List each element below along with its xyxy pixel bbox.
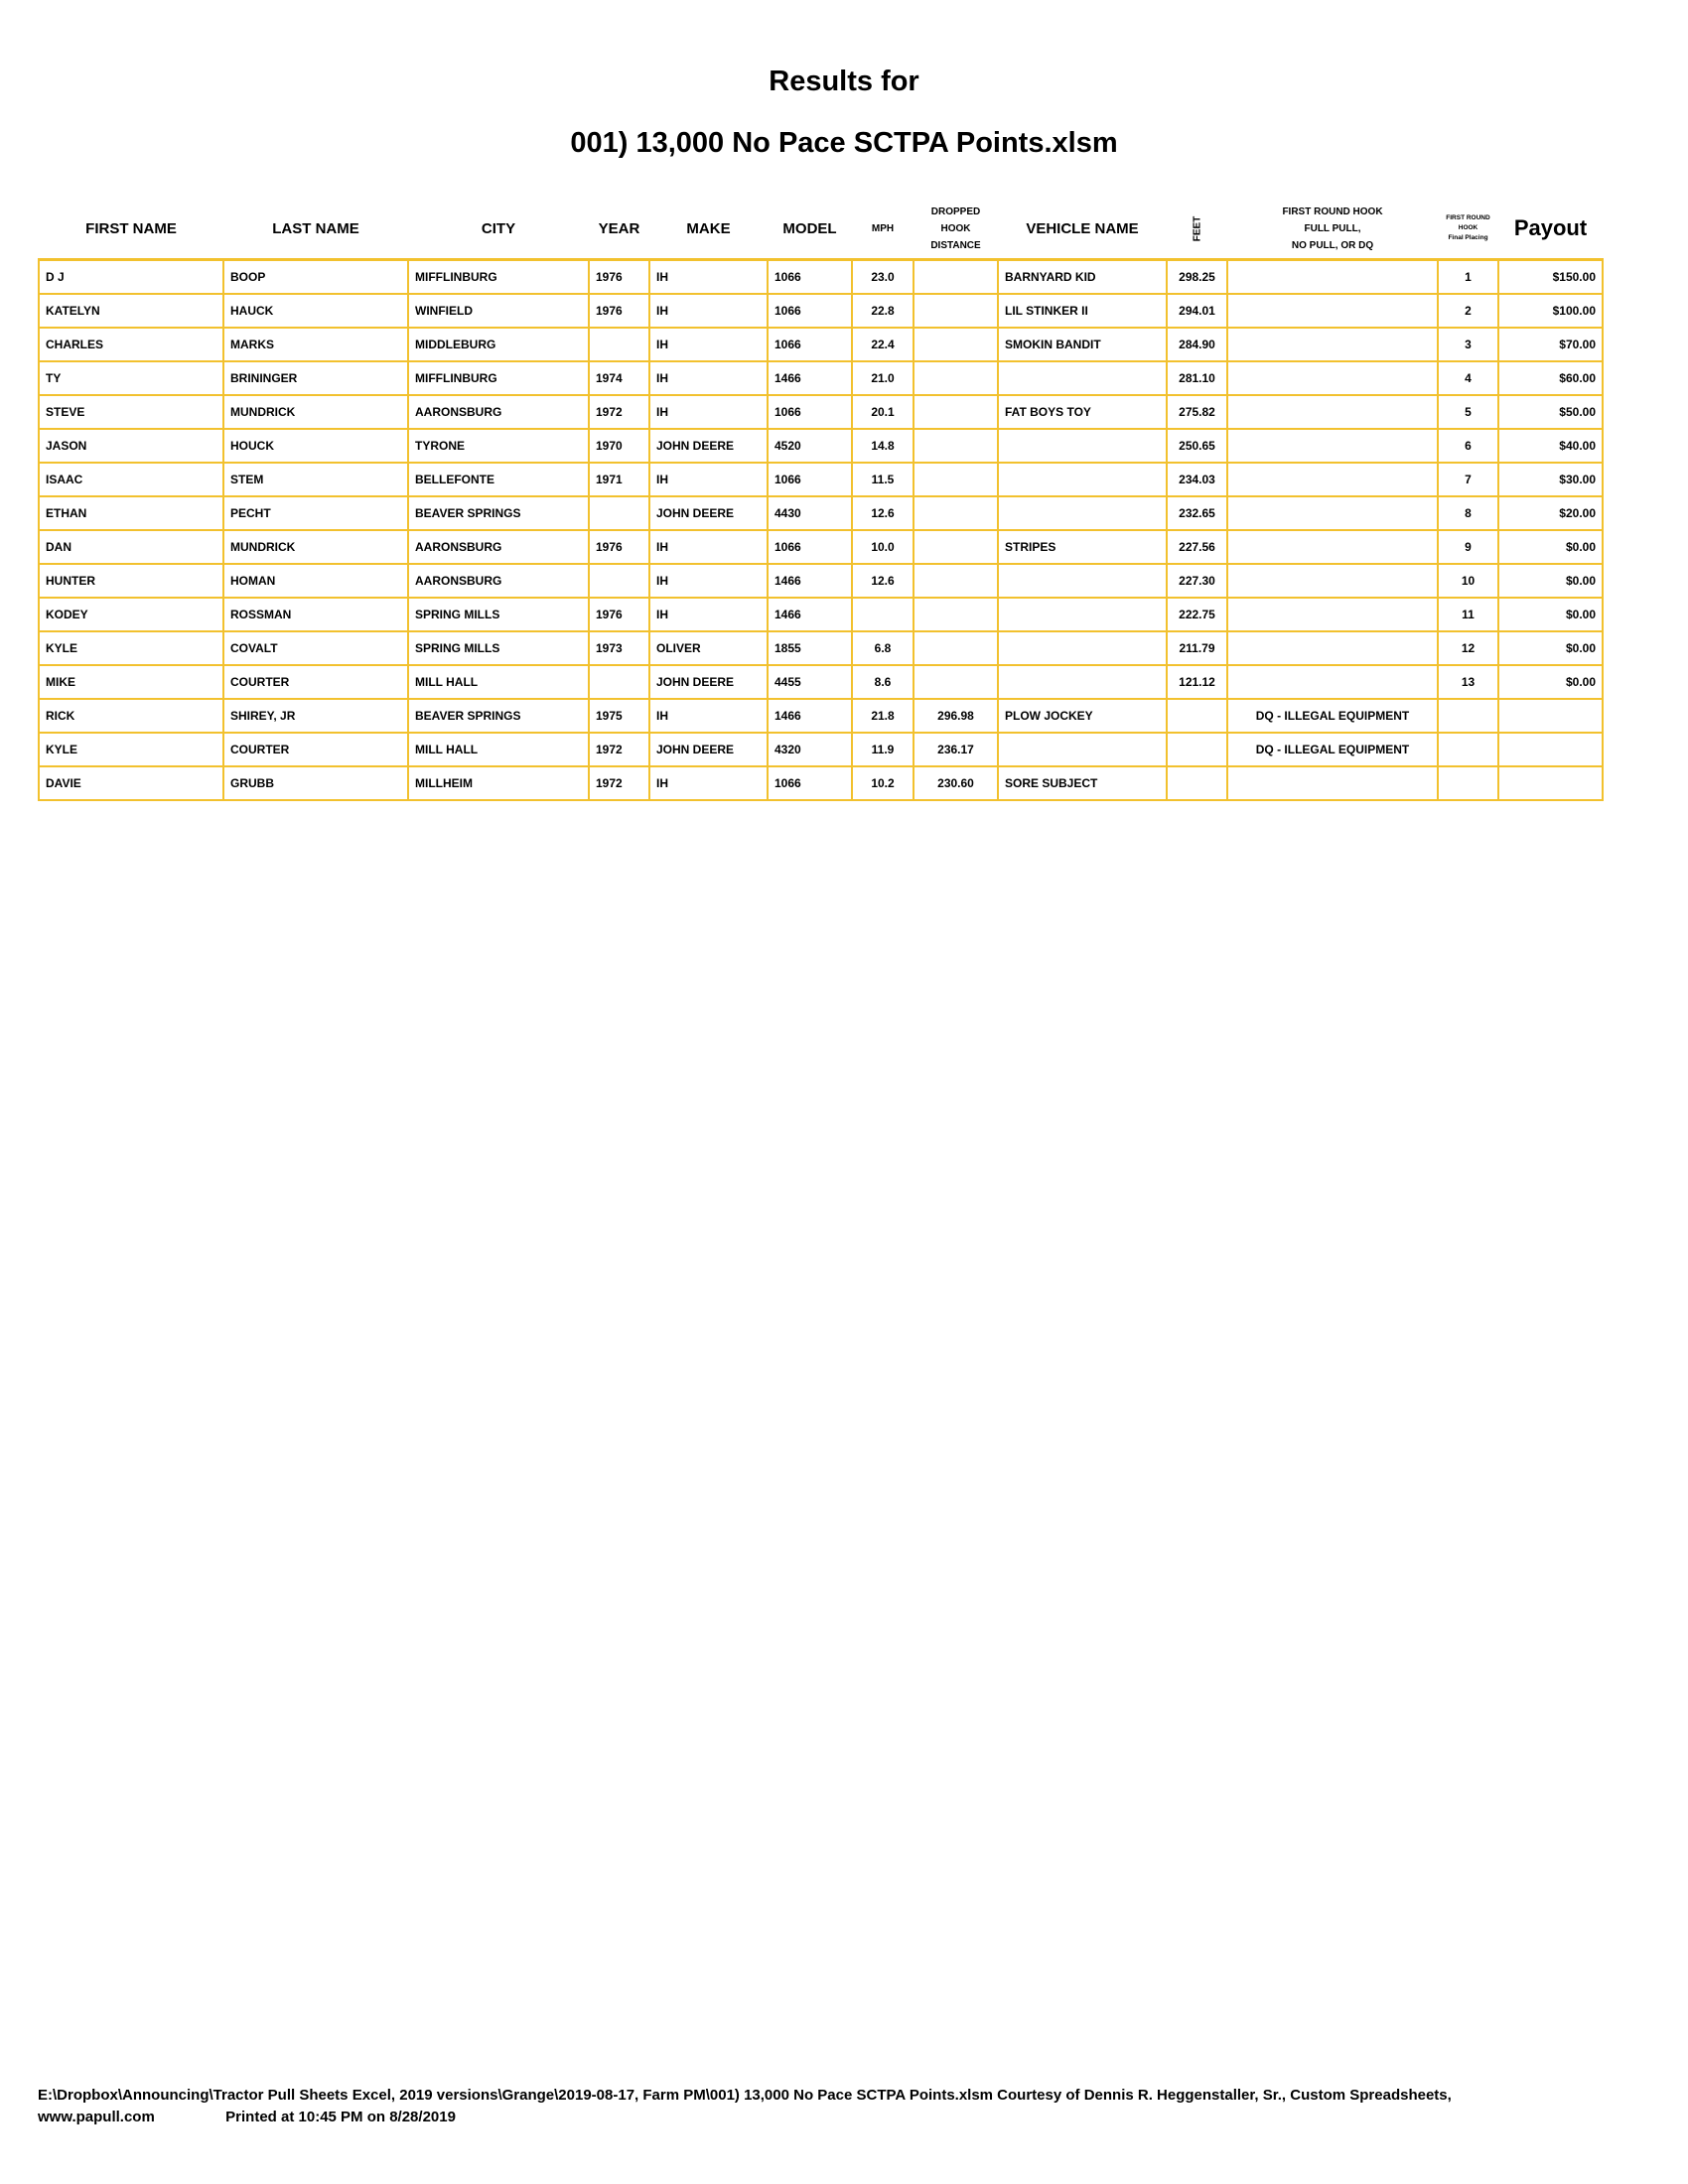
- table-row: [39, 631, 1603, 665]
- cell-vehicle-name: [998, 496, 1167, 530]
- cell-make: IH: [649, 699, 768, 733]
- cell-first-round-hook: [1227, 361, 1438, 395]
- cell-first-name: KATELYN: [39, 294, 223, 328]
- header-last-name: LAST NAME: [272, 219, 359, 237]
- header-final-placing: FIRST ROUND HOOK Final Placing: [1446, 214, 1490, 241]
- cell-feet: 227.56: [1167, 530, 1227, 564]
- page-subtitle: 001) 13,000 No Pace SCTPA Points.xlsm: [570, 127, 1118, 159]
- cell-first-name: DAN: [39, 530, 223, 564]
- cell-make: JOHN DEERE: [649, 665, 768, 699]
- cell-dropped-hook-distance: 296.98: [914, 699, 998, 733]
- cell-mph: 22.4: [852, 328, 914, 361]
- cell-last-name: GRUBB: [223, 766, 408, 800]
- cell-feet: 234.03: [1167, 463, 1227, 496]
- cell-model: 1466: [768, 699, 852, 733]
- cell-vehicle-name: PLOW JOCKEY: [998, 699, 1167, 733]
- cell-final-placing: 2: [1438, 294, 1498, 328]
- cell-first-name: JASON: [39, 429, 223, 463]
- cell-payout: $0.00: [1498, 665, 1603, 699]
- cell-first-name: CHARLES: [39, 328, 223, 361]
- cell-final-placing: 6: [1438, 429, 1498, 463]
- cell-last-name: STEM: [223, 463, 408, 496]
- cell-first-name: ETHAN: [39, 496, 223, 530]
- cell-city: TYRONE: [408, 429, 589, 463]
- cell-first-name: HUNTER: [39, 564, 223, 598]
- cell-feet: 284.90: [1167, 328, 1227, 361]
- cell-year: 1972: [589, 733, 649, 766]
- cell-first-round-hook: DQ - ILLEGAL EQUIPMENT: [1227, 733, 1438, 766]
- cell-city: MILL HALL: [408, 733, 589, 766]
- cell-first-name: D J: [39, 260, 223, 295]
- cell-dropped-hook-distance: [914, 260, 998, 295]
- cell-first-round-hook: [1227, 294, 1438, 328]
- cell-year: 1976: [589, 598, 649, 631]
- cell-make: IH: [649, 395, 768, 429]
- cell-mph: [852, 598, 914, 631]
- cell-model: 1855: [768, 631, 852, 665]
- cell-mph: 11.9: [852, 733, 914, 766]
- cell-last-name: MUNDRICK: [223, 530, 408, 564]
- cell-city: SPRING MILLS: [408, 631, 589, 665]
- cell-make: IH: [649, 328, 768, 361]
- cell-first-round-hook: [1227, 665, 1438, 699]
- cell-make: JOHN DEERE: [649, 496, 768, 530]
- cell-city: SPRING MILLS: [408, 598, 589, 631]
- cell-dropped-hook-distance: [914, 294, 998, 328]
- cell-dropped-hook-distance: [914, 429, 998, 463]
- cell-model: 1466: [768, 564, 852, 598]
- cell-make: IH: [649, 294, 768, 328]
- cell-dropped-hook-distance: [914, 463, 998, 496]
- cell-final-placing: [1438, 733, 1498, 766]
- cell-city: AARONSBURG: [408, 395, 589, 429]
- cell-model: 4320: [768, 733, 852, 766]
- cell-last-name: HOMAN: [223, 564, 408, 598]
- header-year: YEAR: [598, 219, 640, 237]
- cell-vehicle-name: [998, 598, 1167, 631]
- cell-last-name: BOOP: [223, 260, 408, 295]
- cell-model: 1066: [768, 294, 852, 328]
- header-first-round-hook: FIRST ROUND HOOK FULL PULL, NO PULL, OR DQ: [1282, 205, 1383, 251]
- cell-model: 1066: [768, 530, 852, 564]
- cell-final-placing: 8: [1438, 496, 1498, 530]
- cell-last-name: HOUCK: [223, 429, 408, 463]
- cell-first-name: TY: [39, 361, 223, 395]
- cell-vehicle-name: LIL STINKER II: [998, 294, 1167, 328]
- cell-model: 1066: [768, 328, 852, 361]
- table-row: [39, 530, 1603, 564]
- table-row: [39, 294, 1603, 328]
- cell-dropped-hook-distance: [914, 665, 998, 699]
- cell-vehicle-name: SMOKIN BANDIT: [998, 328, 1167, 361]
- cell-last-name: COVALT: [223, 631, 408, 665]
- cell-final-placing: 9: [1438, 530, 1498, 564]
- cell-city: WINFIELD: [408, 294, 589, 328]
- table-row: [39, 429, 1603, 463]
- cell-year: 1976: [589, 294, 649, 328]
- cell-year: [589, 328, 649, 361]
- cell-model: 1466: [768, 598, 852, 631]
- cell-vehicle-name: [998, 631, 1167, 665]
- cell-feet: 250.65: [1167, 429, 1227, 463]
- cell-model: 4520: [768, 429, 852, 463]
- table-row: [39, 463, 1603, 496]
- cell-final-placing: 5: [1438, 395, 1498, 429]
- cell-vehicle-name: [998, 665, 1167, 699]
- cell-final-placing: [1438, 766, 1498, 800]
- cell-vehicle-name: [998, 733, 1167, 766]
- header-vehicle-name: VEHICLE NAME: [1026, 219, 1139, 237]
- cell-feet: [1167, 733, 1227, 766]
- cell-payout: $0.00: [1498, 631, 1603, 665]
- cell-model: 1066: [768, 766, 852, 800]
- cell-mph: 20.1: [852, 395, 914, 429]
- cell-model: 4455: [768, 665, 852, 699]
- cell-final-placing: 12: [1438, 631, 1498, 665]
- cell-dropped-hook-distance: [914, 361, 998, 395]
- cell-mph: 10.2: [852, 766, 914, 800]
- cell-feet: 222.75: [1167, 598, 1227, 631]
- cell-make: IH: [649, 361, 768, 395]
- cell-payout: $40.00: [1498, 429, 1603, 463]
- cell-mph: 14.8: [852, 429, 914, 463]
- cell-year: 1970: [589, 429, 649, 463]
- cell-dropped-hook-distance: 230.60: [914, 766, 998, 800]
- footer-line2: [38, 2107, 1656, 2128]
- cell-model: 1066: [768, 260, 852, 295]
- cell-year: [589, 496, 649, 530]
- table-row: [39, 564, 1603, 598]
- cell-year: [589, 665, 649, 699]
- cell-payout: $0.00: [1498, 598, 1603, 631]
- cell-feet: 281.10: [1167, 361, 1227, 395]
- cell-vehicle-name: [998, 429, 1167, 463]
- cell-payout: $0.00: [1498, 564, 1603, 598]
- cell-make: JOHN DEERE: [649, 429, 768, 463]
- cell-vehicle-name: SORE SUBJECT: [998, 766, 1167, 800]
- cell-payout: $60.00: [1498, 361, 1603, 395]
- cell-first-round-hook: [1227, 631, 1438, 665]
- header-row: [39, 199, 1603, 260]
- cell-first-name: DAVIE: [39, 766, 223, 800]
- cell-city: MILLHEIM: [408, 766, 589, 800]
- header-model: MODEL: [782, 219, 837, 237]
- cell-feet: 294.01: [1167, 294, 1227, 328]
- cell-payout: $20.00: [1498, 496, 1603, 530]
- cell-first-name: KYLE: [39, 733, 223, 766]
- cell-city: MIFFLINBURG: [408, 361, 589, 395]
- cell-mph: 12.6: [852, 496, 914, 530]
- cell-final-placing: 11: [1438, 598, 1498, 631]
- cell-vehicle-name: [998, 463, 1167, 496]
- cell-first-round-hook: [1227, 463, 1438, 496]
- cell-year: 1976: [589, 260, 649, 295]
- footer-site: www.papull.com: [38, 2109, 155, 2125]
- cell-dropped-hook-distance: [914, 530, 998, 564]
- cell-city: BEAVER SPRINGS: [408, 496, 589, 530]
- cell-mph: 6.8: [852, 631, 914, 665]
- cell-feet: 227.30: [1167, 564, 1227, 598]
- cell-dropped-hook-distance: [914, 395, 998, 429]
- table-row: [39, 361, 1603, 395]
- header-make: MAKE: [686, 219, 731, 237]
- cell-dropped-hook-distance: 236.17: [914, 733, 998, 766]
- cell-last-name: MARKS: [223, 328, 408, 361]
- cell-last-name: PECHT: [223, 496, 408, 530]
- cell-dropped-hook-distance: [914, 496, 998, 530]
- cell-make: IH: [649, 260, 768, 295]
- header-mph: MPH: [871, 222, 895, 234]
- cell-final-placing: 10: [1438, 564, 1498, 598]
- cell-first-name: STEVE: [39, 395, 223, 429]
- cell-mph: 22.8: [852, 294, 914, 328]
- cell-payout: [1498, 766, 1603, 800]
- cell-model: 1066: [768, 463, 852, 496]
- cell-feet: 275.82: [1167, 395, 1227, 429]
- cell-final-placing: 3: [1438, 328, 1498, 361]
- cell-mph: 10.0: [852, 530, 914, 564]
- cell-make: IH: [649, 463, 768, 496]
- cell-year: 1972: [589, 395, 649, 429]
- cell-payout: $30.00: [1498, 463, 1603, 496]
- cell-mph: 12.6: [852, 564, 914, 598]
- cell-mph: 23.0: [852, 260, 914, 295]
- cell-make: IH: [649, 766, 768, 800]
- cell-payout: $50.00: [1498, 395, 1603, 429]
- cell-vehicle-name: STRIPES: [998, 530, 1167, 564]
- title-block: [0, 62, 1688, 163]
- header-city: CITY: [481, 219, 516, 237]
- cell-final-placing: 7: [1438, 463, 1498, 496]
- table-row: [39, 496, 1603, 530]
- cell-first-name: KYLE: [39, 631, 223, 665]
- cell-city: BEAVER SPRINGS: [408, 699, 589, 733]
- cell-last-name: COURTER: [223, 665, 408, 699]
- cell-last-name: MUNDRICK: [223, 395, 408, 429]
- cell-make: IH: [649, 564, 768, 598]
- cell-feet: [1167, 766, 1227, 800]
- cell-first-round-hook: [1227, 564, 1438, 598]
- header-first-name: FIRST NAME: [85, 219, 177, 237]
- cell-first-round-hook: [1227, 260, 1438, 295]
- table-row: [39, 766, 1603, 800]
- cell-vehicle-name: FAT BOYS TOY: [998, 395, 1167, 429]
- cell-mph: 21.0: [852, 361, 914, 395]
- cell-final-placing: [1438, 699, 1498, 733]
- cell-city: AARONSBURG: [408, 564, 589, 598]
- cell-mph: 11.5: [852, 463, 914, 496]
- cell-feet: [1167, 699, 1227, 733]
- cell-first-round-hook: [1227, 530, 1438, 564]
- cell-last-name: BRININGER: [223, 361, 408, 395]
- cell-city: BELLEFONTE: [408, 463, 589, 496]
- cell-vehicle-name: BARNYARD KID: [998, 260, 1167, 295]
- cell-vehicle-name: [998, 564, 1167, 598]
- cell-last-name: COURTER: [223, 733, 408, 766]
- cell-payout: $0.00: [1498, 530, 1603, 564]
- cell-feet: 211.79: [1167, 631, 1227, 665]
- cell-model: 1066: [768, 395, 852, 429]
- cell-mph: 8.6: [852, 665, 914, 699]
- cell-first-round-hook: [1227, 429, 1438, 463]
- cell-first-round-hook: [1227, 328, 1438, 361]
- cell-year: 1973: [589, 631, 649, 665]
- table-row: [39, 733, 1603, 766]
- table-row: [39, 665, 1603, 699]
- cell-final-placing: 13: [1438, 665, 1498, 699]
- cell-first-name: ISAAC: [39, 463, 223, 496]
- table-row: [39, 260, 1603, 295]
- cell-city: MILL HALL: [408, 665, 589, 699]
- table-row: [39, 395, 1603, 429]
- cell-feet: 232.65: [1167, 496, 1227, 530]
- cell-first-round-hook: [1227, 496, 1438, 530]
- cell-first-name: RICK: [39, 699, 223, 733]
- footer: [38, 2085, 1656, 2128]
- cell-first-name: MIKE: [39, 665, 223, 699]
- cell-dropped-hook-distance: [914, 598, 998, 631]
- cell-payout: [1498, 699, 1603, 733]
- table-row: [39, 328, 1603, 361]
- cell-feet: 121.12: [1167, 665, 1227, 699]
- cell-city: AARONSBURG: [408, 530, 589, 564]
- cell-final-placing: 4: [1438, 361, 1498, 395]
- table-row: [39, 699, 1603, 733]
- cell-first-round-hook: [1227, 395, 1438, 429]
- footer-path: E:\Dropbox\Announcing\Tractor Pull Sheets Excel, 2019 versions\Grange\2019-08-17, Farm PM\001) 13,000 No Pace SCTPA Points.xlsm Courtesy of Dennis R. Heggenstaller, Sr., Custom Spreadsheets,: [38, 2087, 1452, 2104]
- cell-dropped-hook-distance: [914, 328, 998, 361]
- header-payout: Payout: [1513, 215, 1588, 240]
- cell-last-name: SHIREY, JR: [223, 699, 408, 733]
- cell-first-round-hook: [1227, 598, 1438, 631]
- cell-make: IH: [649, 530, 768, 564]
- cell-year: 1972: [589, 766, 649, 800]
- results-table: [38, 199, 1604, 801]
- cell-vehicle-name: [998, 361, 1167, 395]
- cell-city: MIDDLEBURG: [408, 328, 589, 361]
- cell-payout: $70.00: [1498, 328, 1603, 361]
- cell-final-placing: 1: [1438, 260, 1498, 295]
- cell-last-name: ROSSMAN: [223, 598, 408, 631]
- cell-first-name: KODEY: [39, 598, 223, 631]
- header-feet: FEET: [1192, 215, 1202, 241]
- cell-last-name: HAUCK: [223, 294, 408, 328]
- cell-year: 1971: [589, 463, 649, 496]
- cell-first-round-hook: DQ - ILLEGAL EQUIPMENT: [1227, 699, 1438, 733]
- cell-first-round-hook: [1227, 766, 1438, 800]
- cell-year: 1974: [589, 361, 649, 395]
- cell-model: 4430: [768, 496, 852, 530]
- cell-payout: [1498, 733, 1603, 766]
- table-row: [39, 598, 1603, 631]
- cell-dropped-hook-distance: [914, 631, 998, 665]
- cell-make: JOHN DEERE: [649, 733, 768, 766]
- cell-mph: 21.8: [852, 699, 914, 733]
- page-title: Results for: [769, 66, 919, 97]
- cell-make: OLIVER: [649, 631, 768, 665]
- cell-feet: 298.25: [1167, 260, 1227, 295]
- cell-payout: $100.00: [1498, 294, 1603, 328]
- cell-payout: $150.00: [1498, 260, 1603, 295]
- header-dropped-hook: DROPPED HOOK DISTANCE: [930, 205, 981, 251]
- cell-make: IH: [649, 598, 768, 631]
- cell-dropped-hook-distance: [914, 564, 998, 598]
- results-body: [39, 260, 1603, 801]
- cell-year: [589, 564, 649, 598]
- cell-year: 1976: [589, 530, 649, 564]
- cell-city: MIFFLINBURG: [408, 260, 589, 295]
- footer-printed: Printed at 10:45 PM on 8/28/2019: [225, 2109, 456, 2125]
- cell-year: 1975: [589, 699, 649, 733]
- cell-model: 1466: [768, 361, 852, 395]
